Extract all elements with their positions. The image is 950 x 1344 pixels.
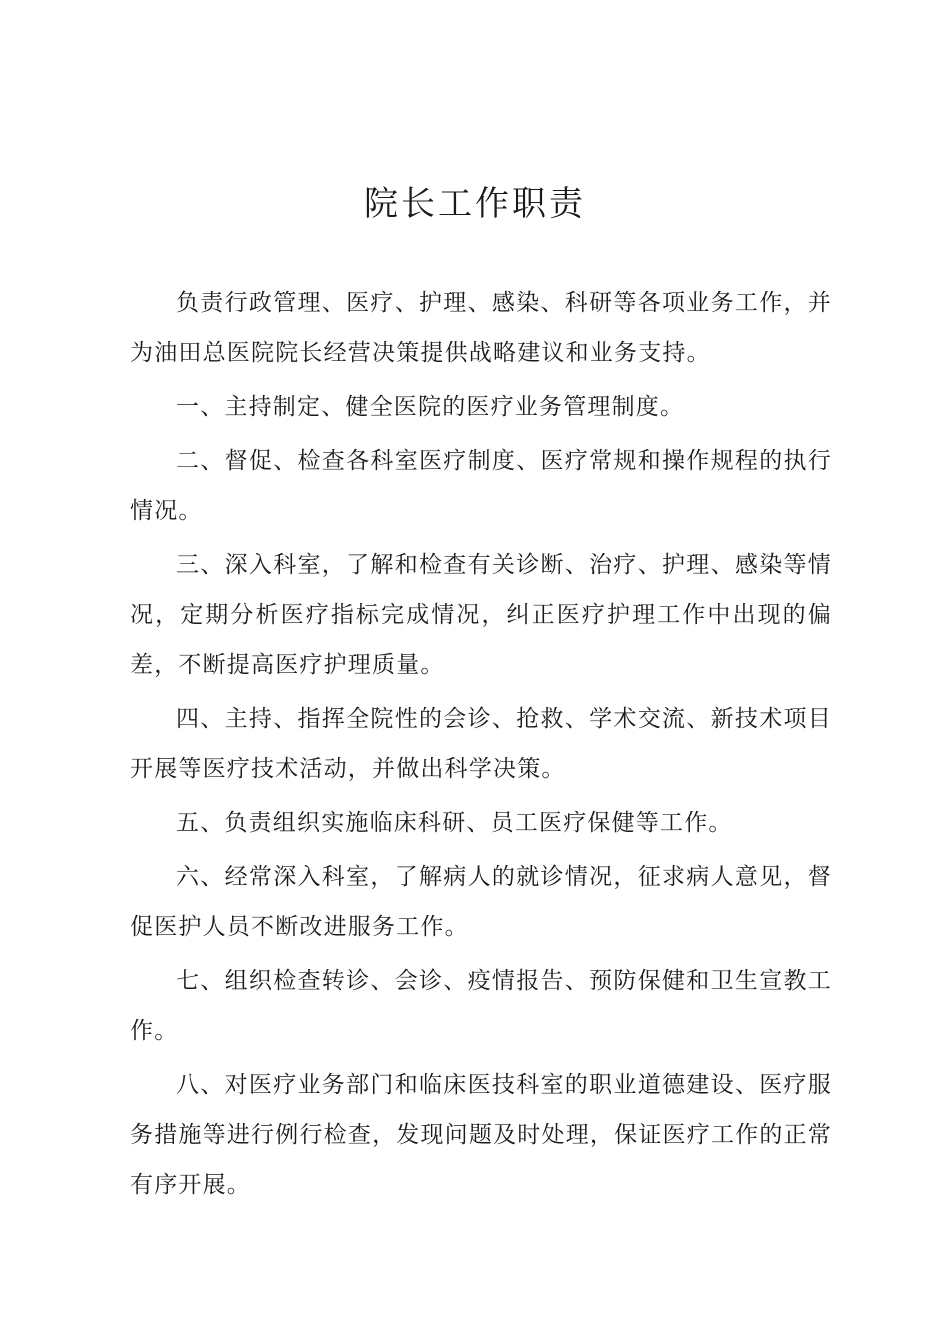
duty-item-3: 三、深入科室，了解和检查有关诊断、治疗、护理、感染等情况，定期分析医疗指标完成情况，纠正医疗护理工作中出现的偏差，不断提高医疗护理质量。: [130, 552, 832, 678]
intro-paragraph: 负责行政管理、医疗、护理、感染、科研等各项业务工作，并为油田总医院院长经营决策提供战略建议和业务支持。: [130, 290, 832, 366]
duty-item-4: 四、主持、指挥全院性的会诊、抢救、学术交流、新技术项目开展等医疗技术活动，并做出科学决策。: [130, 706, 832, 782]
duty-item-6: 六、经常深入科室，了解病人的就诊情况，征求病人意见，督促医护人员不断改进服务工作。: [130, 864, 832, 940]
duty-item-8: 八、对医疗业务部门和临床医技科室的职业道德建设、医疗服务措施等进行例行检查，发现问题及时处理，保证医疗工作的正常有序开展。: [130, 1072, 832, 1198]
document-body: [130, 278, 832, 1214]
document-title: 院长工作职责: [364, 184, 586, 224]
duty-item-5: 五、负责组织实施临床科研、员工医疗保健等工作。: [176, 810, 733, 836]
duty-item-7: 七、组织检查转诊、会诊、疫情报告、预防保健和卫生宣教工作。: [130, 968, 832, 1044]
duty-item-2: 二、督促、检查各科室医疗制度、医疗常规和操作规程的执行情况。: [130, 448, 832, 524]
duty-item-1: 一、主持制定、健全医院的医疗业务管理制度。: [176, 394, 685, 420]
